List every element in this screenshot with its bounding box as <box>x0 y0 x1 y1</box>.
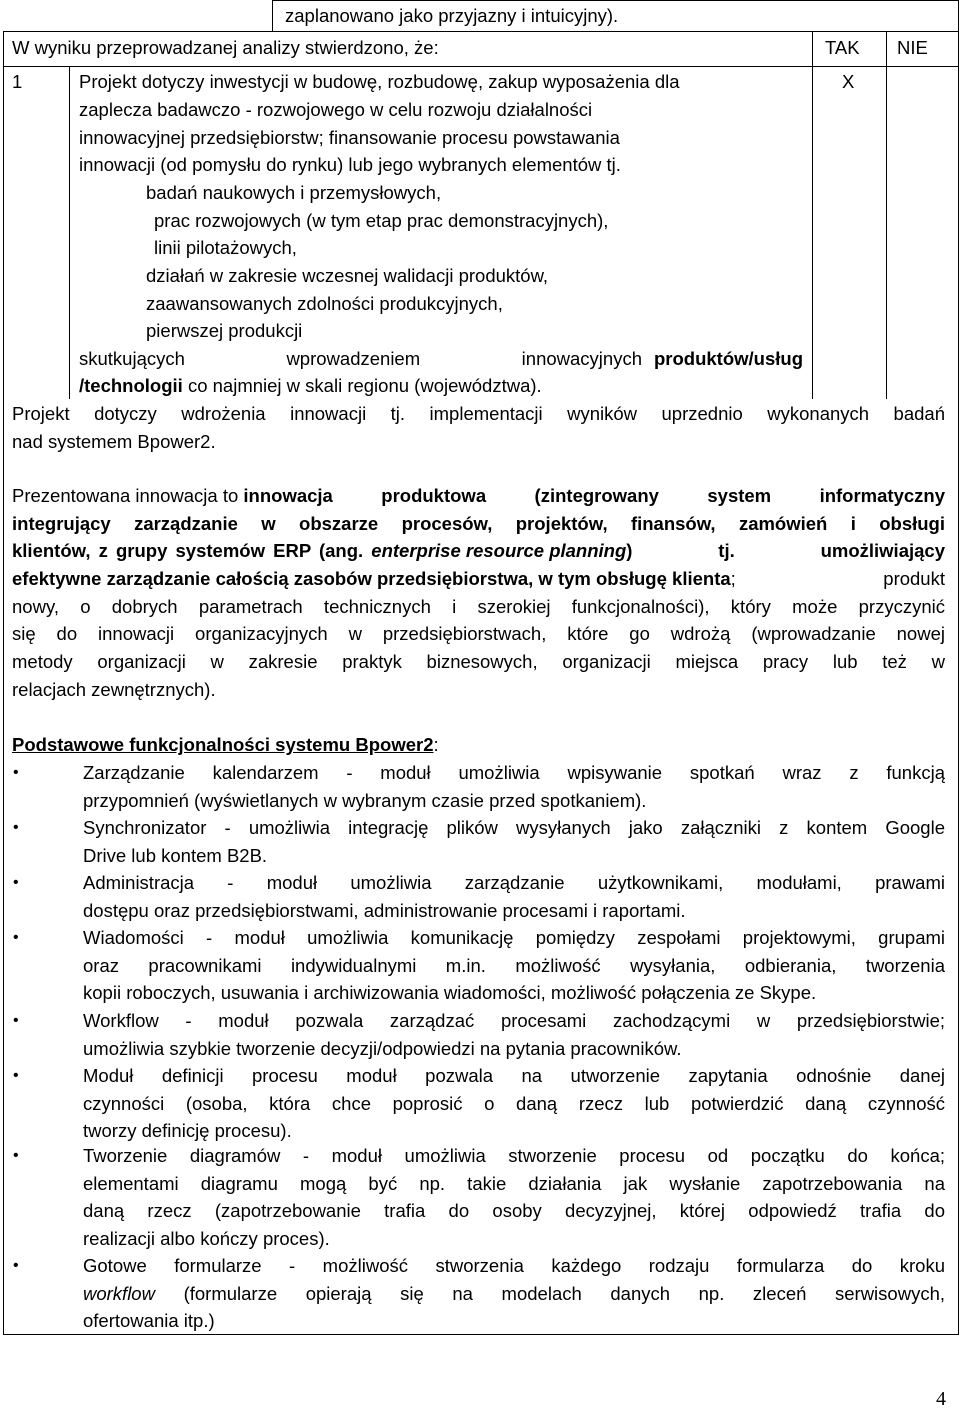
row-text-line-4: innowacji (od pomysłu do rynku) lub jego wybranych elementów tj. <box>79 154 621 175</box>
sub-item: prac rozwojowych (w tym etap prac demonstracyjnych), <box>154 210 609 231</box>
table-border-top-left <box>272 0 273 31</box>
row-number: 1 <box>12 71 23 92</box>
result-line-1 <box>79 345 803 373</box>
table-top-line: zaplanowano jako przyjazny i intuicyjny). <box>285 5 619 26</box>
bullet-icon: • <box>13 1147 19 1164</box>
result-line-1-bold: produktów/usług <box>653 348 803 369</box>
bullet-icon: • <box>13 1067 19 1084</box>
function-item-line: daną rzecz (zapotrzebowanie trafia do osoby decyzyjnej, której odpowiedź trafia do <box>83 1200 945 1222</box>
col-divider-number <box>69 66 70 399</box>
function-item-line: tworzy definicję procesu). <box>83 1120 292 1142</box>
function-item-line: czynności (osoba, która chce poprosić o daną rzecz lub potwierdzić daną czynność <box>83 1092 945 1114</box>
function-item-line: oraz pracownikami indywidualnymi m.in. możliwość wysyłania, odbierania, tworzenia <box>83 954 945 976</box>
innovation-line-3-tail: ) tj. umożliwiający <box>626 540 945 561</box>
bullet-icon: • <box>13 1257 19 1274</box>
function-item-line: Drive lub kontem B2B. <box>83 844 268 866</box>
function-item-line: Workflow - moduł pozwala zarządzać procesami zachodzącymi w przedsiębiorstwie; <box>83 1010 945 1031</box>
result-line-2 <box>79 372 542 400</box>
function-item-line: Zarządzanie kalendarzem - moduł umożliwia wpisywanie spotkań wraz z funkcją <box>83 762 945 783</box>
innovation-line-8: relacjach zewnętrznych). <box>12 679 216 700</box>
table-border-right <box>958 0 959 1335</box>
sub-item: pierwszej produkcji <box>146 320 303 341</box>
col-header-tak: TAK <box>825 37 860 58</box>
table-border-left <box>3 31 4 1335</box>
row-text-line-1: Projekt dotyczy inwestycji w budowę, rozbudowę, zakup wyposażenia dla <box>79 71 680 92</box>
function-item-line: dostępu oraz przedsiębiorstwami, administrowanie procesami i raportami. <box>83 899 686 921</box>
function-item-line: Moduł definicji procesu moduł pozwala na utworzenie zapytania odnośnie danej <box>83 1065 945 1086</box>
functions-heading-colon: : <box>433 734 439 755</box>
page-number: 4 <box>936 1388 946 1410</box>
innovation-line-7: metody organizacji w zakresie praktyk biznesowych, organizacji miejsca pracy lub też w <box>12 651 945 672</box>
sub-item: linii pilotażowych, <box>154 237 297 258</box>
innovation-line-3 <box>12 537 945 565</box>
innovation-line-1 <box>12 482 945 510</box>
innovation-line-1-text: Prezentowana innowacja to <box>12 485 244 506</box>
bullet-icon: • <box>13 1012 19 1029</box>
result-line-2-text: co najmniej w skali regionu (województwa). <box>182 375 542 396</box>
innovation-line-2: integrujący zarządzanie w obszarze procesów, projektów, finansów, zamówień i obsługi <box>12 513 945 534</box>
innovation-line-4-tail: ; produkt <box>730 568 945 589</box>
last-item-line-3: ofertowania itp.) <box>83 1310 215 1331</box>
functions-heading-text: Podstawowe funkcjonalności systemu Bpower2 <box>12 734 434 755</box>
function-item-line: elementami diagramu mogą być np. takie działania jak wysłanie zapotrzebowania na <box>83 1172 945 1194</box>
sub-item: zaawansowanych zdolności produkcyjnych, <box>146 293 503 314</box>
result-line-1-text: skutkujących wprowadzeniem innowacyjnych <box>79 348 642 369</box>
last-item-line-1: Gotowe formularze - możliwość stworzenia każdego rodzaju formularza do kroku <box>83 1255 945 1276</box>
innovation-line-4 <box>12 565 945 593</box>
function-item-line: umożliwia szybkie tworzenie decyzji/odpowiedzi na pytania pracowników. <box>83 1037 682 1059</box>
conclusion-line-2: nad systemem Bpower2. <box>12 431 216 452</box>
bullet-icon: • <box>13 929 19 946</box>
sub-item: działań w zakresie wczesnej walidacji produktów, <box>146 265 549 286</box>
row-text-line-3: innowacyjnej przedsiębiorstw; finansowanie procesu powstawania <box>79 127 620 148</box>
bullet-icon: • <box>13 764 19 781</box>
table-border-header-bottom <box>3 66 959 67</box>
innovation-line-6: się do innowacji organizacyjnych w przedsiębiorstwach, które go wdrożą (wprowadzanie nowej <box>12 623 945 644</box>
function-item-line: Tworzenie diagramów - moduł umożliwia stworzenie procesu od początku do końca; <box>83 1145 945 1166</box>
innovation-line-4-bold: efektywne zarządzanie całością zasobów przedsiębiorstwa, w tym obsługę klienta <box>12 568 731 589</box>
table-border-header-top <box>3 31 959 32</box>
table-header: W wyniku przeprowadzanej analizy stwierdzono, że: <box>12 37 439 58</box>
conclusion-line-1: Projekt dotyczy wdrożenia innowacji tj. implementacji wyników uprzednio wykonanych badań <box>12 403 945 424</box>
table-border-top <box>272 0 959 1</box>
bullet-icon: • <box>13 819 19 836</box>
sub-item: badań naukowych i przemysłowych, <box>146 182 442 203</box>
function-item-line: przypomnień (wyświetlanych w wybranym czasie przed spotkaniem). <box>83 789 647 811</box>
last-item-line-2 <box>83 1280 945 1308</box>
row-text-line-2: zaplecza badawczo - rozwojowego w celu rozwoju działalności <box>79 99 593 120</box>
functions-heading <box>12 731 439 759</box>
function-item-line: Administracja - moduł umożliwia zarządzanie użytkownikami, modułami, prawami <box>83 872 945 893</box>
col-divider-tak <box>812 31 813 399</box>
last-item-line-2-italic: workflow <box>83 1283 155 1304</box>
function-item-line: realizacji albo kończy proces). <box>83 1227 330 1249</box>
last-item-line-2-text: (formularze opierają się na modelach danych np. zleceń serwisowych, <box>154 1283 945 1304</box>
function-item-line: kopii roboczych, usuwania i archiwizowania wiadomości, możliwość połączenia ze Skype. <box>83 982 817 1004</box>
innovation-line-1-bold: innowacja produktowa (zintegrowany system informatyczny <box>243 485 945 506</box>
innovation-line-5: nowy, o dobrych parametrach technicznych i szerokiej funkcjonalności), który może przyczynić <box>12 596 945 617</box>
innovation-line-3-bold: klientów, z grupy systemów ERP (ang. <box>12 540 372 561</box>
row-mark: X <box>842 71 855 92</box>
function-item-line: Wiadomości - moduł umożliwia komunikację pomiędzy zespołami projektowymi, grupami <box>83 927 945 948</box>
result-line-2-bold: /technologii <box>79 375 183 396</box>
function-item-line: Synchronizator - umożliwia integrację plików wysyłanych jako załączniki z kontem Google <box>83 817 945 838</box>
col-divider-nie <box>886 31 887 399</box>
innovation-line-3-italic: enterprise resource planning <box>371 540 627 561</box>
col-header-nie: NIE <box>897 37 928 58</box>
bullet-icon: • <box>13 874 19 891</box>
